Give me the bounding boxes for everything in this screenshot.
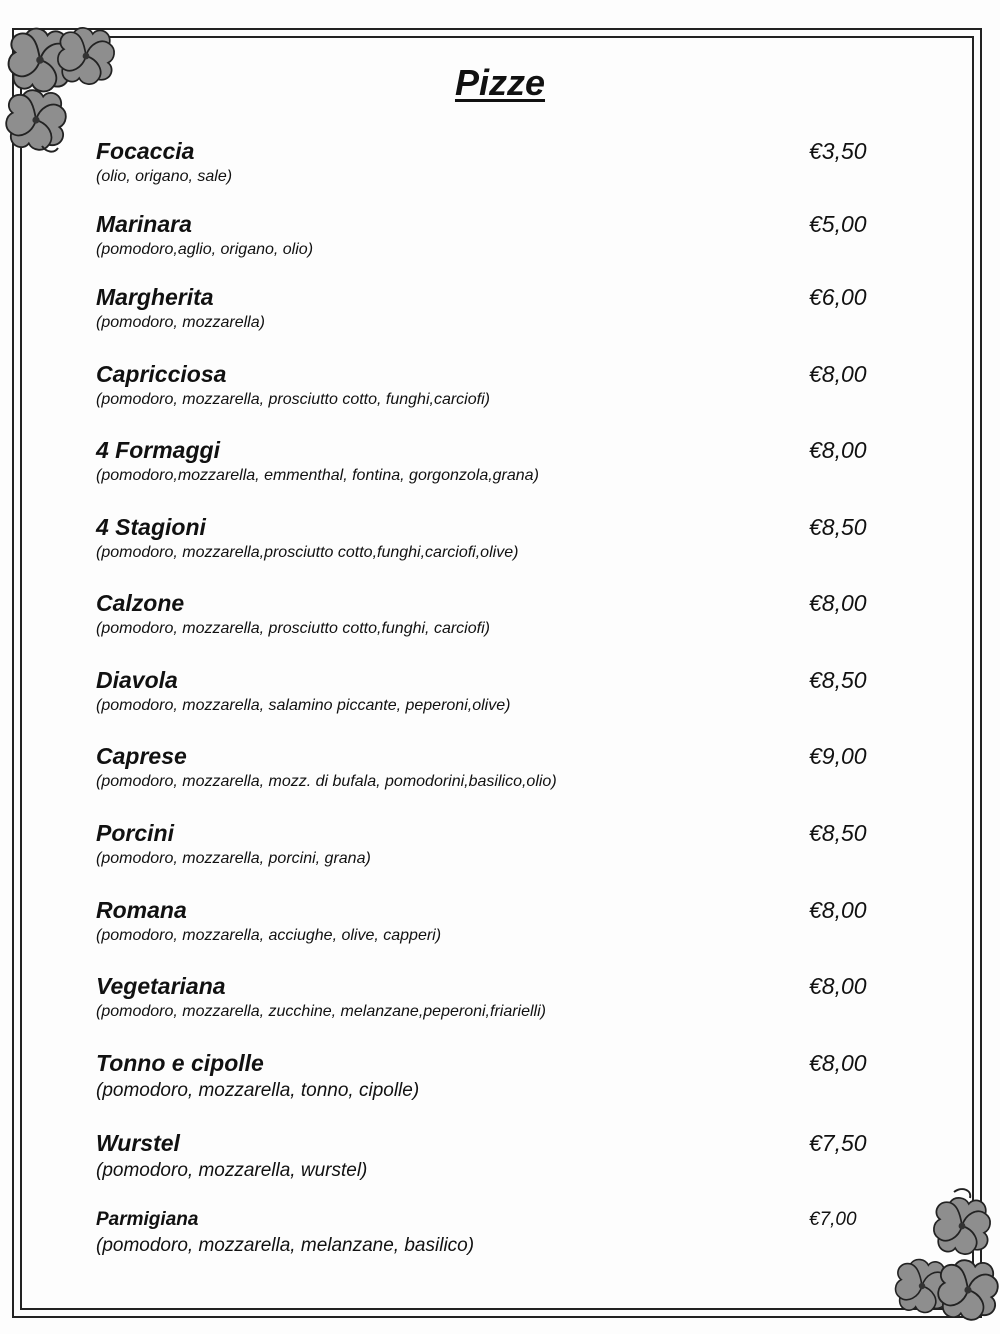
item-description: (pomodoro, mozzarella,prosciutto cotto,funghi,carciofi,olive): [96, 544, 519, 561]
item-name: Vegetariana: [96, 973, 226, 999]
item-name: Caprese: [96, 743, 187, 769]
item-price: €8,00: [809, 590, 867, 616]
item-description: (pomodoro, mozzarella, melanzane, basilico): [96, 1235, 475, 1256]
item-description: (pomodoro, mozzarella, wurstel): [96, 1160, 368, 1181]
item-name: 4 Formaggi: [96, 437, 220, 463]
item-price: €8,50: [809, 514, 867, 540]
item-description: (pomodoro, mozzarella, tonno, cipolle): [96, 1080, 420, 1101]
item-name: Diavola: [96, 667, 178, 693]
item-name: Calzone: [96, 590, 185, 616]
page-title: Pizze: [454, 62, 546, 103]
item-price: €5,00: [809, 211, 867, 237]
item-price: €8,50: [809, 820, 867, 846]
item-description: (pomodoro, mozzarella, prosciutto cotto,funghi, carciofi): [96, 620, 490, 637]
item-name: Parmigiana: [96, 1209, 199, 1230]
item-name: Romana: [96, 897, 187, 923]
item-description: (pomodoro, mozzarella): [96, 314, 265, 331]
item-description: (pomodoro, mozzarella, mozz. di bufala, pomodorini,basilico,olio): [96, 773, 557, 790]
item-name: Marinara: [96, 211, 192, 237]
item-description: (pomodoro, mozzarella, zucchine, melanzane,peperoni,friarielli): [96, 1003, 546, 1020]
item-price: €8,00: [809, 897, 867, 923]
item-name: Capricciosa: [96, 361, 227, 387]
item-price: €6,00: [809, 284, 867, 310]
item-name: 4 Stagioni: [96, 514, 206, 540]
item-description: (pomodoro, mozzarella, acciughe, olive, capperi): [96, 927, 442, 944]
item-description: (pomodoro, mozzarella, prosciutto cotto, funghi,carciofi): [96, 391, 490, 408]
item-name: Tonno e cipolle: [96, 1050, 264, 1076]
item-name: Margherita: [96, 284, 214, 310]
item-description: (pomodoro,mozzarella, emmenthal, fontina, gorgonzola,grana): [96, 467, 539, 484]
item-description: (pomodoro, mozzarella, salamino piccante, peperoni,olive): [96, 697, 511, 714]
item-name: Porcini: [96, 820, 174, 846]
item-price: €3,50: [809, 138, 867, 164]
item-description: (pomodoro, mozzarella, porcini, grana): [96, 850, 371, 867]
item-price: €7,50: [809, 1130, 867, 1156]
item-price: €8,00: [809, 973, 867, 999]
item-price: €8,00: [809, 437, 867, 463]
item-description: (pomodoro,aglio, origano, olio): [96, 241, 314, 258]
item-price: €9,00: [809, 743, 867, 769]
item-price: €8,00: [809, 361, 867, 387]
item-price: €7,00: [809, 1209, 857, 1230]
item-name: Wurstel: [96, 1130, 180, 1156]
clover-flowers-icon: [892, 1186, 1000, 1334]
item-price: €8,50: [809, 667, 867, 693]
item-name: Focaccia: [96, 138, 195, 164]
item-price: €8,00: [809, 1050, 867, 1076]
item-description: (olio, origano, sale): [96, 168, 233, 185]
